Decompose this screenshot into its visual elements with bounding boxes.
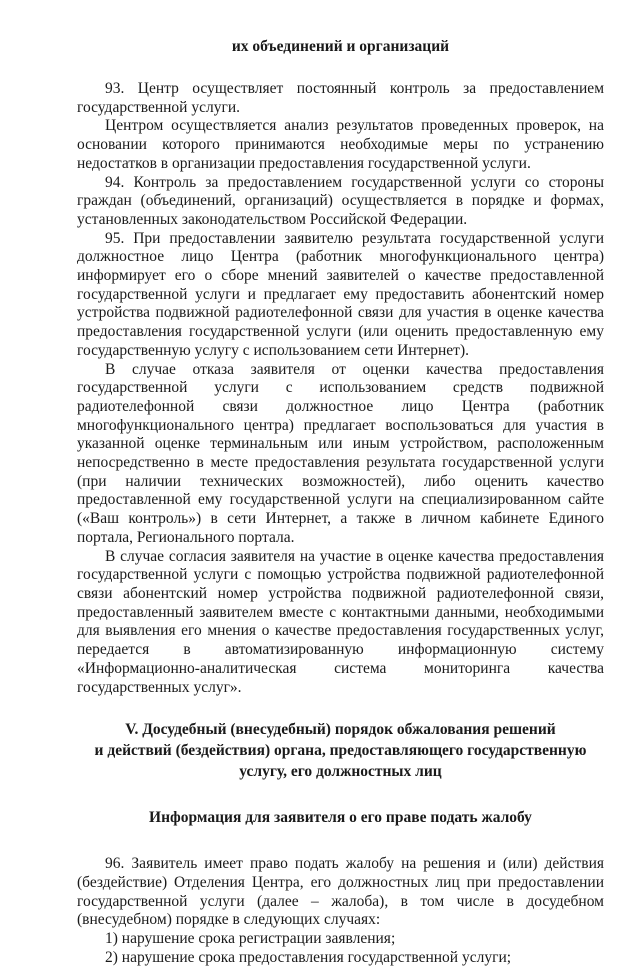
subsection-title: Информация для заявителя о его праве подать жалобу bbox=[149, 809, 532, 827]
paragraph-95: 95. При предоставлении заявителю результата государственной услуги должностное лицо Центра (работник многофункционального центра) информирует его о сборе мнений заявителей о качестве предоставленной государственной услуги и предлагает ему предоставить абонентский номер устройства подвижной радиотелефонной связи для участия в оценке качества предоставления государственной услуги (или оценить предоставленную ему государственную услугу с использованием сети Интернет). bbox=[77, 229, 604, 359]
section-v-title bbox=[77, 719, 604, 782]
section-title-line: услугу, его должностных лиц bbox=[239, 763, 442, 781]
list-item: 1) нарушение срока регистрации заявления; bbox=[105, 930, 396, 948]
section-title-line: V. Досудебный (внесудебный) порядок обжалования решений bbox=[125, 721, 556, 739]
paragraph-94: 94. Контроль за предоставлением государственной услуги со стороны граждан (объединений, организаций) осуществляется в порядке и формах, установленных законодательством Российской Федерации. bbox=[77, 173, 604, 228]
paragraph-93: 93. Центр осуществляет постоянный контроль за предоставлением государственной услуги. bbox=[77, 80, 604, 116]
paragraph-analysis: Центром осуществляется анализ результатов проведенных проверок, на основании которого принимаются необходимые меры по устранению недостатков в организации предоставления государственной услуги. bbox=[77, 117, 604, 172]
document-body bbox=[77, 38, 604, 967]
list-item: 2) нарушение срока предоставления государственной услуги; bbox=[105, 948, 512, 966]
paragraph-consent-case: В случае согласия заявителя на участие в оценке качества предоставления государственной услуги с помощью устройства подвижной радиотелефонной связи абонентский номер устройства подвижной радиотелефонной связи, предоставленный заявителем вместе с контактными данными, необходимыми для выявления его мнения о качестве предоставления государственных услуг, передается в автоматизированную информационную систему «Информационно-аналитическая система мониторинга качества государственных услуг». bbox=[77, 547, 604, 696]
paragraph-refusal-case: В случае отказа заявителя от оценки качества предоставления государственной услуги с использованием средств подвижной радиотелефонной связи должностное лицо Центра (работник многофункционального центра) предлагает воспользоваться для участия в указанной оценке терминальным или иным устройством, расположенным непосредственно в месте предоставления результата государственной услуги (при наличии технических возможностей), либо оценить качество предоставленной ему государственной услуги на специализированном сайте («Ваш контроль») в сети Интернет, а также в личном кабинете Единого портала, Регионального портала. bbox=[77, 360, 604, 546]
paragraph-96: 96. Заявитель имеет право подать жалобу на решения и (или) действия (бездействие) Отделения Центра, его должностных лиц при предоставлении государственной услуги (далее – жалоба), в том числе в досудебном (внесудебном) порядке в следующих случаях: bbox=[77, 855, 604, 929]
top-heading: их объединений и организаций bbox=[231, 38, 450, 55]
section-title-line: и действий (бездействия) органа, предоставляющего государственную bbox=[94, 742, 587, 760]
